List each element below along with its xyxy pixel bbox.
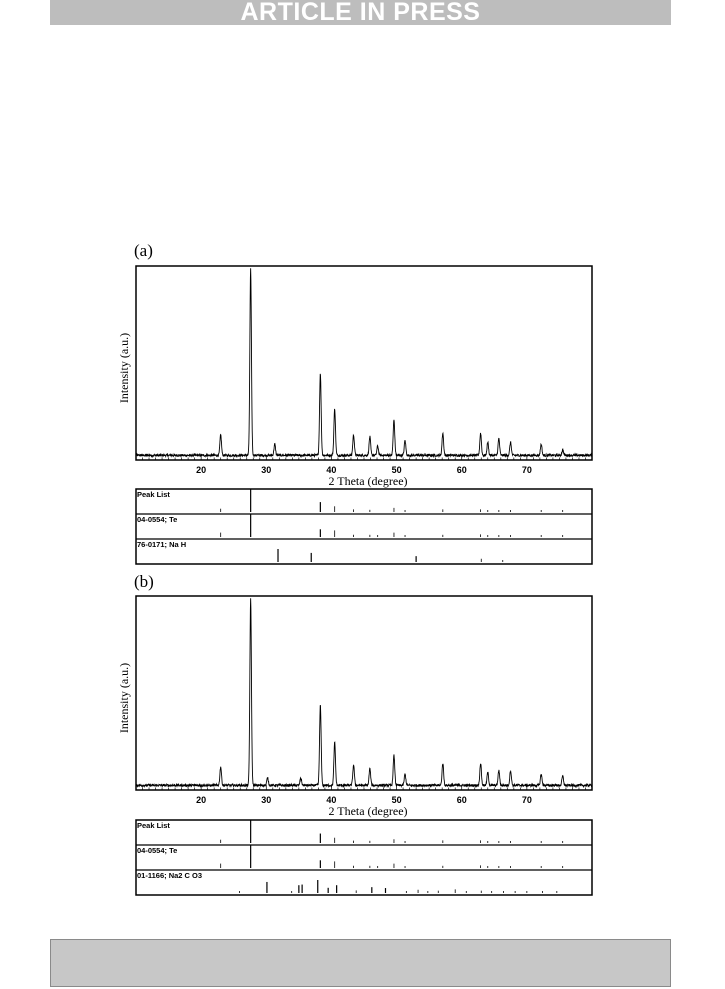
x-tick-label: 40 (326, 795, 337, 805)
panel-label: (b) (134, 572, 154, 591)
x-tick-label: 50 (391, 465, 402, 475)
plot-frame (136, 596, 592, 790)
x-tick-label: 70 (521, 465, 532, 475)
footer-box (50, 939, 671, 987)
xrd-panel-1 (117, 572, 592, 895)
diffraction-trace (136, 268, 592, 456)
x-tick-label: 70 (521, 795, 532, 805)
y-axis-label: Intensity (a.u.) (117, 332, 131, 404)
xrd-panel-0 (117, 241, 592, 564)
reference-frame (136, 489, 592, 564)
plot-frame (136, 266, 592, 460)
reference-row-label: 04-0554; Te (137, 515, 178, 524)
x-tick-label: 60 (456, 795, 467, 805)
diffraction-trace (136, 598, 592, 786)
x-tick-label: 30 (261, 465, 272, 475)
x-tick-label: 60 (456, 465, 467, 475)
x-tick-label: 50 (391, 795, 402, 805)
reference-row-label: 04-0554; Te (137, 846, 178, 855)
x-tick-label: 40 (326, 465, 337, 475)
banner-text: ARTICLE IN PRESS (240, 0, 481, 26)
x-axis-label: 2 Theta (degree) (328, 474, 408, 488)
y-axis-label: Intensity (a.u.) (117, 662, 131, 734)
x-tick-label: 30 (261, 795, 272, 805)
x-axis-label: 2 Theta (degree) (328, 804, 408, 818)
reference-frame (136, 820, 592, 895)
reference-row-label: 76-0171; Na H (137, 540, 187, 549)
reference-row-label: Peak List (137, 821, 170, 830)
x-tick-label: 20 (196, 795, 207, 805)
reference-row-label: 01-1166; Na2 C O3 (137, 871, 203, 880)
x-tick-label: 20 (196, 465, 207, 475)
panel-label: (a) (134, 241, 153, 260)
reference-row-label: Peak List (137, 490, 170, 499)
